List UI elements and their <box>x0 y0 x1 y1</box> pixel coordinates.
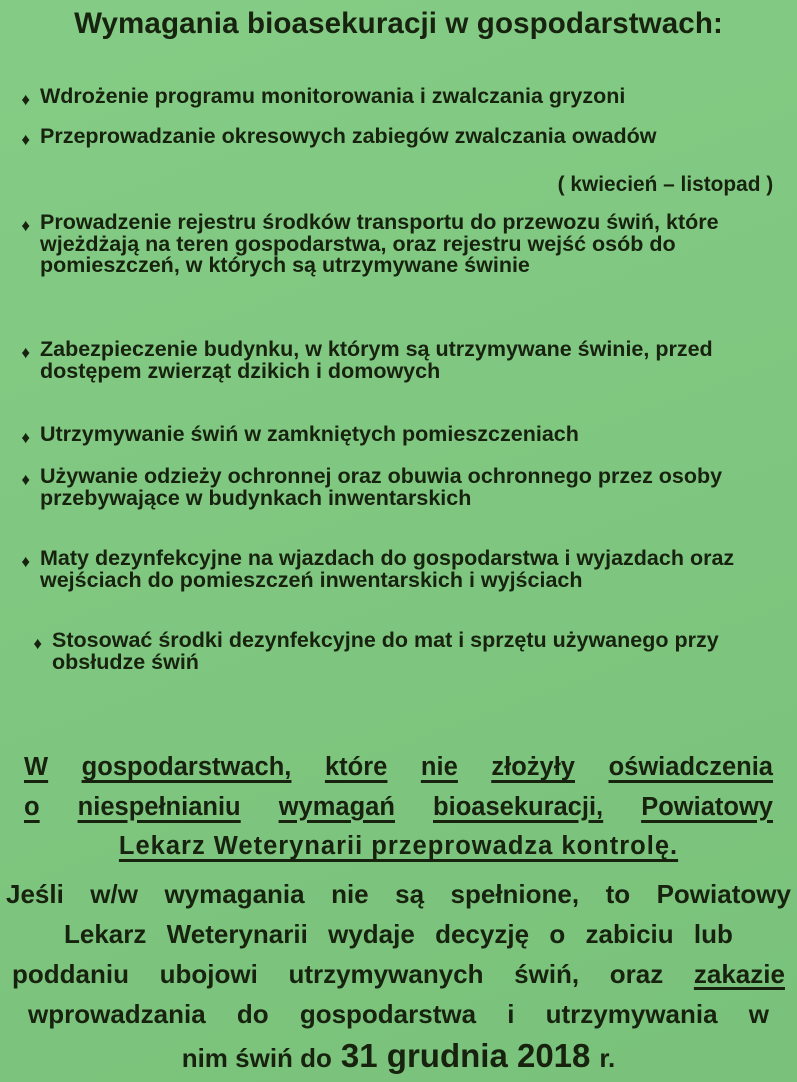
requirement-item-1 <box>8 86 797 108</box>
control-notice-line-1 <box>24 755 773 781</box>
requirement-line: wejściach do pomieszczeń inwentarskich i wyjściach <box>40 567 583 592</box>
page-title: Wymagania bioasekuracji w gospodarstwach: <box>74 7 723 40</box>
requirement-line: wjeżdżają na teren gospodarstwa, oraz rejestru wejść osób do <box>40 231 676 256</box>
word: złożyły <box>491 753 575 781</box>
word: do <box>236 999 269 1029</box>
word: o <box>549 919 566 949</box>
emphasis-word-zakazie: zakazie <box>693 959 785 989</box>
control-notice-line-2 <box>24 792 773 821</box>
deadline-suffix: r. <box>599 1043 616 1073</box>
word: wymagań <box>278 792 395 821</box>
requirement-line: dostępem zwierząt dzikich i domowych <box>40 358 441 383</box>
bullet-diamond-icon: ♦ <box>21 428 30 447</box>
control-notice-line-3: Lekarz Weterynarii przeprowadza kontrolę. <box>118 832 679 860</box>
word: Powiatowy <box>641 792 773 821</box>
word: utrzymywania <box>545 999 718 1029</box>
word: są <box>395 879 425 909</box>
word: W <box>24 753 49 781</box>
bullet-diamond-icon: ♦ <box>21 470 30 489</box>
requirement-line: Prowadzenie rejestru środków transportu do przewozu świń, które <box>40 210 719 234</box>
requirement-line: przebywające w budynkach inwentarskich <box>40 485 472 510</box>
requirement-line: Przeprowadzanie okresowych zabiegów zwalczania owadów <box>40 124 657 148</box>
word: Jeśli <box>6 879 64 909</box>
deadline-date: 31 grudnia 2018 <box>340 1037 591 1074</box>
word: zabiciu <box>585 919 674 949</box>
requirement-item-4 <box>8 339 797 382</box>
closing-line-5 <box>6 1039 791 1072</box>
word: wymagania <box>164 879 305 909</box>
closing-line-2 <box>6 921 791 947</box>
word: Lekarz <box>64 919 147 949</box>
closing-line-3 <box>6 961 791 987</box>
closing-line-1 <box>6 881 791 907</box>
word: to <box>605 879 631 909</box>
word: spełnione, <box>450 879 580 909</box>
deadline-prefix: nim świń do <box>181 1043 332 1073</box>
word: decyzję <box>435 919 530 949</box>
bullet-diamond-icon: ♦ <box>21 216 30 235</box>
word: niespełnianiu <box>77 792 241 821</box>
requirement-item-7 <box>8 548 797 591</box>
bullet-diamond-icon: ♦ <box>21 552 30 571</box>
requirement-line: obsłudze świń <box>52 649 199 674</box>
word: wprowadzania <box>28 999 206 1029</box>
bullet-diamond-icon: ♦ <box>21 343 30 362</box>
requirement-item-5 <box>8 424 797 446</box>
word: oraz <box>609 959 664 989</box>
requirement-item-3 <box>8 212 797 277</box>
word: o <box>24 792 40 821</box>
word: i <box>507 999 515 1029</box>
word: poddaniu <box>12 959 129 989</box>
word: utrzymywanych <box>288 959 484 989</box>
word: gospodarstwa <box>299 999 477 1029</box>
word: które <box>324 753 388 781</box>
word: Powiatowy <box>656 879 791 909</box>
requirement-line: pomieszczeń, w których są utrzymywane świnie <box>40 253 530 277</box>
word: gospodarstwach, <box>81 753 292 781</box>
bullet-diamond-icon: ♦ <box>21 130 30 149</box>
word: nie <box>331 879 369 909</box>
word: bioasekuracji, <box>433 792 604 821</box>
word: lub <box>693 919 733 949</box>
requirement-line: Używanie odzieży ochronnej oraz obuwia ochronnego przez osoby <box>40 464 723 488</box>
requirement-item-2 <box>8 126 797 148</box>
requirement-item-8 <box>20 630 797 673</box>
word: oświadczenia <box>608 753 773 781</box>
requirement-line: Zabezpieczenie budynku, w którym są utrzymywane świnie, przed <box>40 337 713 361</box>
season-note: ( kwiecień – listopad ) <box>557 172 773 196</box>
requirement-item-6 <box>8 466 797 509</box>
requirement-line: Maty dezynfekcyjne na wjazdach do gospodarstwa i wyjazdach oraz <box>40 546 735 570</box>
word: świń, <box>514 959 580 989</box>
word: wydaje <box>328 919 415 949</box>
control-notice-block <box>24 755 773 860</box>
requirement-line: Stosować środki dezynfekcyjne do mat i sprzętu używanego przy <box>52 628 719 652</box>
word: nie <box>420 753 458 781</box>
closing-paragraph <box>6 881 791 1072</box>
word: Weterynarii <box>166 919 308 949</box>
bullet-diamond-icon: ♦ <box>33 634 42 653</box>
word: ubojowi <box>159 959 258 989</box>
requirement-line: Wdrożenie programu monitorowania i zwalczania gryzoni <box>40 84 626 108</box>
requirement-line: Utrzymywanie świń w zamkniętych pomieszczeniach <box>40 422 579 446</box>
bullet-diamond-icon: ♦ <box>21 90 30 109</box>
word: w/w <box>90 879 138 909</box>
word: w <box>748 999 769 1029</box>
closing-line-4 <box>6 1001 791 1027</box>
